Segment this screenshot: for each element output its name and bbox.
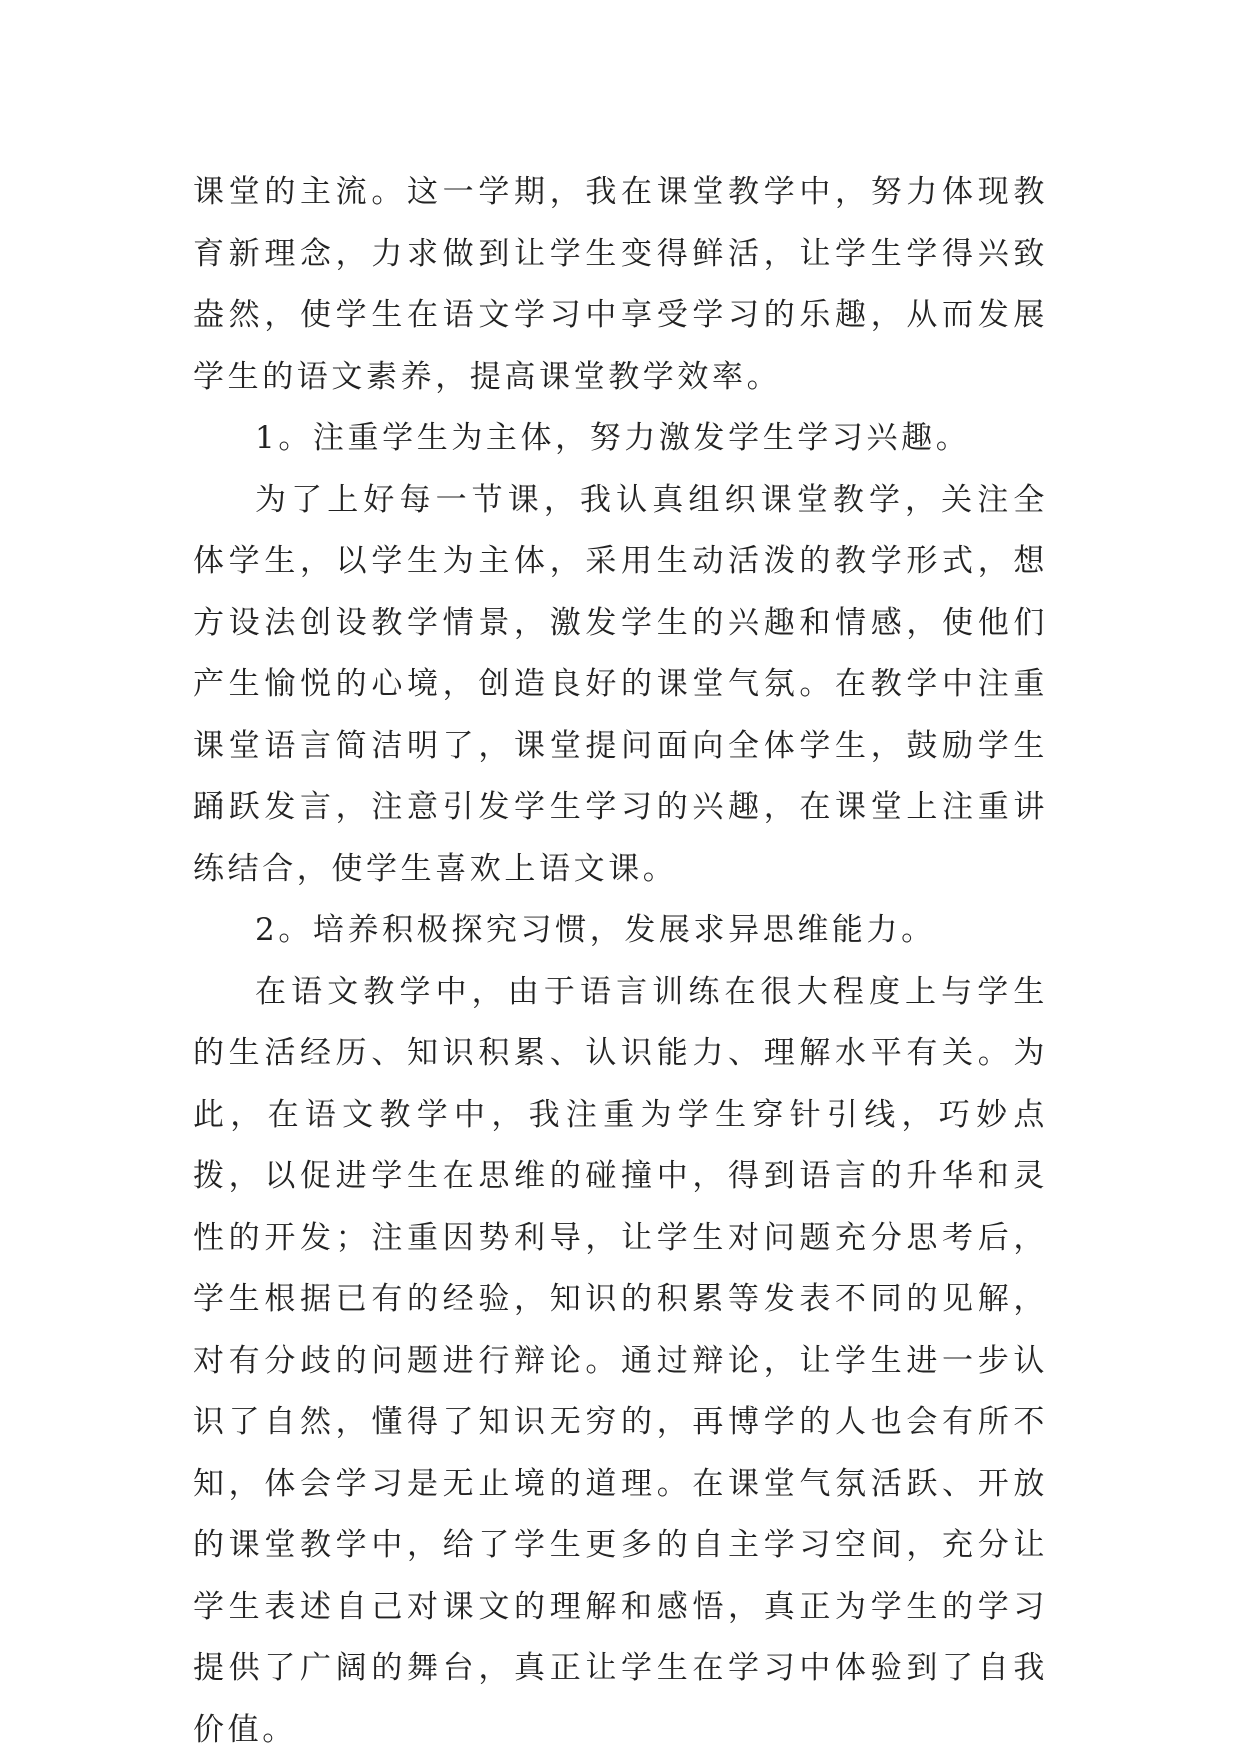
section-heading-2: 2。培养积极探究习惯，发展求异思维能力。 [193,900,1048,962]
paragraph: 在语文教学中，由于语言训练在很大程度上与学生的生活经历、知识积累、认识能力、理解水平有关。为此，在语文教学中，我注重为学生穿针引线，巧妙点拨，以促进学生在思维的碰撞中，得到语言的升华和灵性的开发；注重因势利导，让学生对问题充分思考后，学生根据已有的经验，知识的积累等发表不同的见解，对有分歧的问题进行辩论。通过辩论，让学生进一步认识了自然，懂得了知识无穷的，再博学的人也会有所不知，体会学习是无止境的道理。在课堂气氛活跃、开放的课堂教学中，给了学生更多的自主学习空间，充分让学生表述自己对课文的理解和感悟，真正为学生的学习提供了广阔的舞台，真正让学生在学习中体验到了自我价值。 [193,962,1048,1761]
paragraph-continuation: 课堂的主流。这一学期，我在课堂教学中，努力体现教育新理念，力求做到让学生变得鲜活，让学生学得兴致盎然，使学生在语文学习中享受学习的乐趣，从而发展学生的语文素养，提高课堂教学效率。 [193,162,1048,408]
section-heading-1: 1。注重学生为主体，努力激发学生学习兴趣。 [193,408,1048,470]
paragraph: 为了上好每一节课，我认真组织课堂教学，关注全体学生，以学生为主体，采用生动活泼的教学形式，想方设法创设教学情景，激发学生的兴趣和情感，使他们产生愉悦的心境，创造良好的课堂气氛。在教学中注重课堂语言简洁明了，课堂提问面向全体学生，鼓励学生踊跃发言，注意引发学生学习的兴趣，在课堂上注重讲练结合，使学生喜欢上语文课。 [193,470,1048,901]
document-body [193,162,1048,1761]
